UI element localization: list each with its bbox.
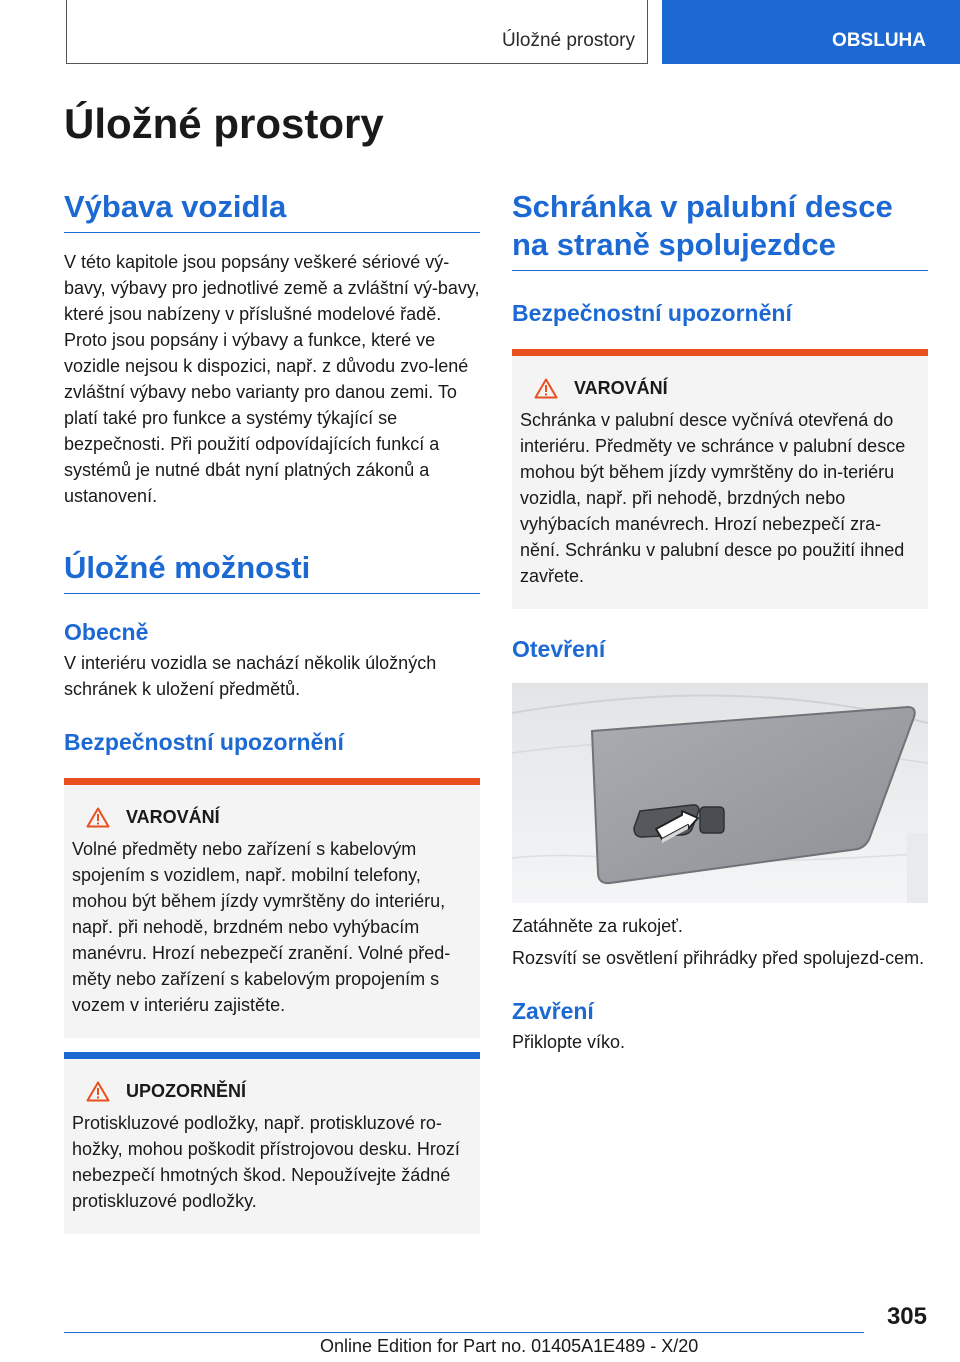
storage-heading: Úložné možnosti bbox=[64, 549, 480, 594]
running-header-chapter-text: OBSLUHA bbox=[832, 30, 926, 51]
glovebox-handle-photo bbox=[512, 683, 928, 903]
page-title: Úložné prostory bbox=[64, 100, 384, 147]
left-column bbox=[64, 188, 480, 1234]
warning-header bbox=[86, 807, 472, 828]
right-warning-box bbox=[512, 349, 928, 609]
opening-heading: Otevření bbox=[512, 636, 606, 662]
notice-box bbox=[64, 1052, 480, 1234]
closing-text: Přiklopte víko. bbox=[512, 1032, 626, 1052]
footer-rule bbox=[64, 1332, 864, 1333]
opening-text-2: Rozsvítí se osvětlení přihrádky před spolujezd-cem. bbox=[512, 948, 925, 968]
right-warning-text: Schránka v palubní desce vyčnívá otevřená do interiéru. Předměty ve schránce v palubní desce mohou být během jízdy vymrštěny do in-teriéru vozidla, např. při nehodě, brzdných nebo vyhýbacích manévrech. Hrozí nebezpečí zra-nění. Schránku v palubní desce po použití ihned zavřete. bbox=[520, 410, 906, 586]
running-header-chapter bbox=[662, 0, 960, 64]
glovebox-heading: Schránka v palubní desce na straně spolujezdce bbox=[512, 188, 928, 271]
notice-title: UPOZORNĚNÍ bbox=[126, 1081, 247, 1101]
warning-title: VAROVÁNÍ bbox=[126, 807, 220, 827]
general-text: V interiéru vozidla se nachází několik úložných schránek k uložení předmětů. bbox=[64, 653, 437, 699]
safety-heading: Bezpečnostní upozornění bbox=[64, 729, 344, 755]
right-safety-heading: Bezpečnostní upozornění bbox=[512, 300, 792, 326]
warning-box bbox=[64, 778, 480, 1038]
right-column bbox=[512, 188, 928, 1055]
warning-text: Volné předměty nebo zařízení s kabelovým spojením s vozidlem, např. mobilní telefony, mohou být během jízdy vymrštěny do interiéru, např. při nehodě, brzdném nebo vyhýbacím manévru. Hrozí nebezpečí zranění. Volné před-měty nebo zařízení s kabelovým propojením s vozem v interiéru zajistěte. bbox=[72, 839, 451, 1015]
page-number: 305 bbox=[886, 1303, 927, 1330]
running-header-section bbox=[66, 0, 648, 64]
running-header-section-text: Úložné prostory bbox=[501, 30, 635, 51]
footer-edition: Online Edition for Part no. 01405A1E489 - X/20 bbox=[320, 1336, 699, 1356]
equipment-heading: Výbava vozidla bbox=[64, 188, 480, 233]
equipment-text: V této kapitole jsou popsány veškeré sériové vý-bavy, výbavy pro jednotlivé země a zvláštní vý-bavy, které jsou nabízeny v příslušné modelové řadě. Proto jsou popsány i výbavy a funkce, které ve vozidle nejsou k dispozici, např. z důvodu zvo-lené zvláštní výbavy nebo varianty pro danou zemi. To platí také pro funkce a systémy týkající se bezpečnosti. Při použití odpovídajících funkcí a systémů je nutné dbát nyní platných zákonů a ustanovení. bbox=[64, 252, 480, 506]
closing-heading: Zavření bbox=[512, 998, 594, 1024]
opening-text-1: Zatáhněte za rukojeť. bbox=[512, 916, 683, 936]
warning-triangle-icon bbox=[534, 378, 558, 399]
notice-triangle-icon bbox=[86, 1081, 110, 1102]
notice-text: Protiskluzové podložky, např. protiskluzové ro-hožky, mohou poškodit přístrojovou desku. Hrozí nebezpečí hmotných škod. Nepoužívejte žádné protiskluzové podložky. bbox=[72, 1113, 460, 1211]
notice-header bbox=[86, 1081, 472, 1102]
right-warning-title: VAROVÁNÍ bbox=[574, 378, 668, 398]
warning-triangle-icon bbox=[86, 807, 110, 828]
general-heading: Obecně bbox=[64, 619, 149, 645]
right-warning-header bbox=[534, 378, 920, 399]
